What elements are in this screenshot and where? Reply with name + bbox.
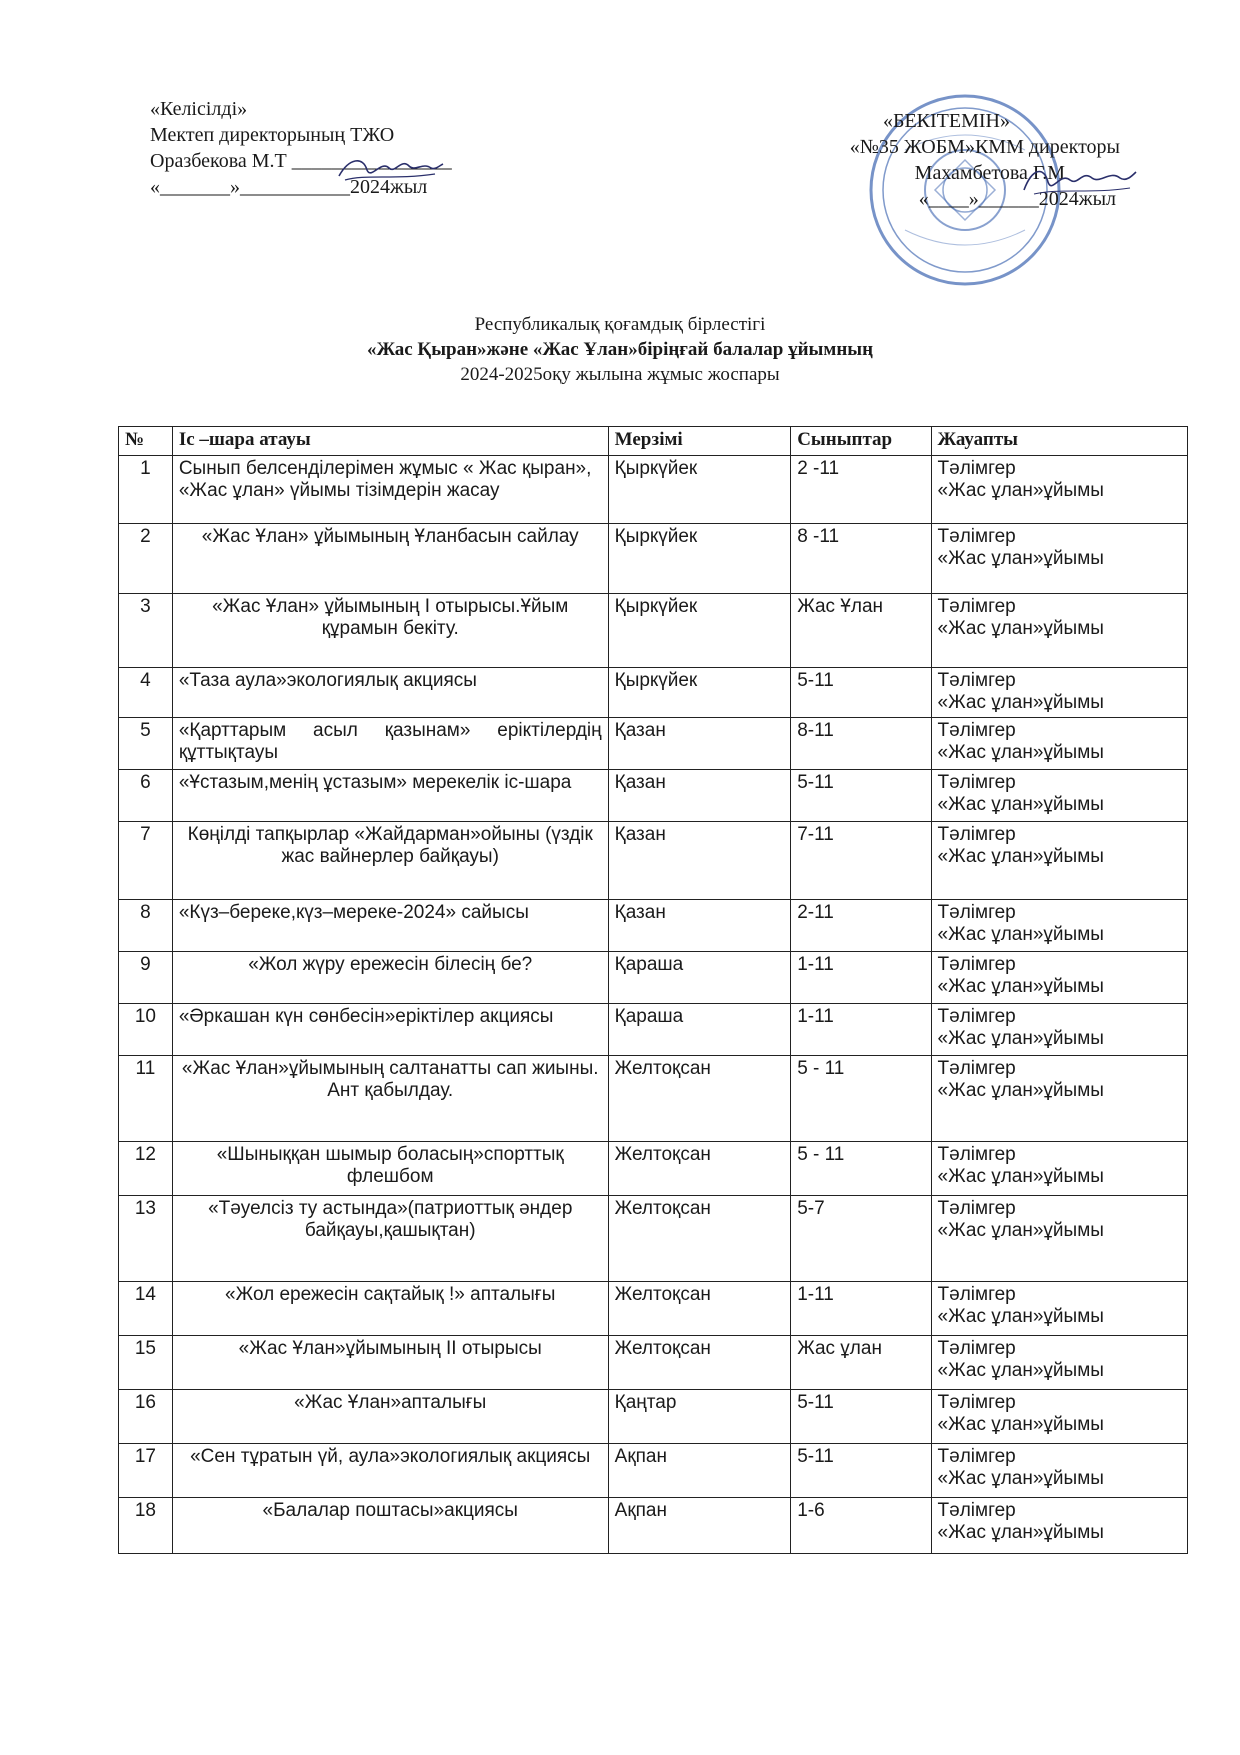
row-term: Желтоқсан — [608, 1282, 791, 1336]
row-responsible — [931, 900, 1187, 952]
table-row — [119, 770, 1188, 822]
row-responsible — [931, 1336, 1187, 1390]
row-term: Қазан — [608, 770, 791, 822]
responsible-role: Тәлімгер — [937, 954, 1016, 975]
row-classes: Жас ұлан — [791, 1336, 931, 1390]
row-event-name: «Жол жүру ережесін білесің бе? — [172, 952, 608, 1004]
responsible-role: Тәлімгер — [937, 1006, 1016, 1027]
row-term: Қазан — [608, 900, 791, 952]
row-event-name: «Ұстазым,менің ұстазым» мерекелік іс-шара — [172, 770, 608, 822]
row-event-name: «Тәуелсіз ту астында»(патриоттық әндер байқауы,қашықтан) — [172, 1196, 608, 1282]
row-event-name: «Шыныққан шымыр боласың»спорттық флешбом — [172, 1142, 608, 1196]
row-classes: 5-11 — [791, 1390, 931, 1444]
table-row — [119, 668, 1188, 718]
row-term: Қараша — [608, 952, 791, 1004]
row-term: Қазан — [608, 822, 791, 900]
row-number: 14 — [119, 1282, 173, 1336]
table-row — [119, 1196, 1188, 1282]
row-term: Желтоқсан — [608, 1196, 791, 1282]
approval-right-block — [760, 108, 1160, 212]
approval-left-position: Мектеп директорының ТЖО — [150, 124, 395, 146]
row-number: 12 — [119, 1142, 173, 1196]
row-term: Желтоқсан — [608, 1056, 791, 1142]
row-classes: 5-11 — [791, 770, 931, 822]
approval-right-date: «____»______2024жыл — [918, 188, 1116, 210]
row-term: Қыркүйек — [608, 456, 791, 524]
row-number: 2 — [119, 524, 173, 594]
row-classes: 2 -11 — [791, 456, 931, 524]
row-event-name: «Жас Ұлан»ұйымының ІІ отырысы — [172, 1336, 608, 1390]
row-classes: 1-11 — [791, 952, 931, 1004]
responsible-role: Тәлімгер — [937, 458, 1016, 479]
table-row — [119, 1056, 1188, 1142]
row-event-name: Сынып белсенділерімен жұмыс « Жас қыран», «Жас ұлан» үйымы тізімдерін жасау — [172, 456, 608, 524]
title-line-3: 2024-2025оқу жылына жұмыс жоспары — [460, 364, 780, 385]
row-term: Қыркүйек — [608, 668, 791, 718]
approval-right-org: «№35 ЖОБМ»КММ директоры — [849, 136, 1120, 158]
row-number: 10 — [119, 1004, 173, 1056]
responsible-organization: «Жас ұлан»ұйымы — [937, 618, 1104, 639]
row-classes: Жас Ұлан — [791, 594, 931, 668]
responsible-role: Тәлімгер — [937, 1500, 1016, 1521]
responsible-role: Тәлімгер — [937, 596, 1016, 617]
row-responsible — [931, 456, 1187, 524]
row-classes: 1-11 — [791, 1282, 931, 1336]
row-responsible — [931, 718, 1187, 770]
responsible-role: Тәлімгер — [937, 720, 1016, 741]
header-event-name: Іс –шара атауы — [172, 427, 608, 456]
table-row — [119, 1282, 1188, 1336]
row-responsible — [931, 822, 1187, 900]
row-term: Ақпан — [608, 1498, 791, 1554]
responsible-organization: «Жас ұлан»ұйымы — [937, 976, 1104, 997]
row-classes: 7-11 — [791, 822, 931, 900]
row-event-name: Көңілді тапқырлар «Жайдарман»ойыны (үздік жас вайнерлер байқауы) — [172, 822, 608, 900]
row-number: 6 — [119, 770, 173, 822]
row-number: 7 — [119, 822, 173, 900]
row-number: 18 — [119, 1498, 173, 1554]
table-row — [119, 900, 1188, 952]
row-responsible — [931, 1196, 1187, 1282]
responsible-organization: «Жас ұлан»ұйымы — [937, 846, 1104, 867]
table-row — [119, 524, 1188, 594]
table-row — [119, 1390, 1188, 1444]
row-classes: 5 - 11 — [791, 1056, 931, 1142]
row-classes: 8-11 — [791, 718, 931, 770]
responsible-role: Тәлімгер — [937, 1144, 1016, 1165]
responsible-organization: «Жас ұлан»ұйымы — [937, 794, 1104, 815]
responsible-organization: «Жас ұлан»ұйымы — [937, 692, 1104, 713]
table-row — [119, 1336, 1188, 1390]
responsible-organization: «Жас ұлан»ұйымы — [937, 924, 1104, 945]
row-number: 11 — [119, 1056, 173, 1142]
approval-left-date: «_______»___________2024жыл — [150, 176, 428, 198]
row-classes: 1-6 — [791, 1498, 931, 1554]
row-event-name: «Сен тұратын үй, аула»экологиялық акциясы — [172, 1444, 608, 1498]
responsible-organization: «Жас ұлан»ұйымы — [937, 1306, 1104, 1327]
responsible-organization: «Жас ұлан»ұйымы — [937, 480, 1104, 501]
table-row — [119, 1444, 1188, 1498]
row-classes: 5-11 — [791, 1444, 931, 1498]
approval-right-name: Махамбетова Г.М — [914, 162, 1065, 184]
responsible-role: Тәлімгер — [937, 1284, 1016, 1305]
row-number: 8 — [119, 900, 173, 952]
row-number: 16 — [119, 1390, 173, 1444]
row-number: 4 — [119, 668, 173, 718]
row-term: Қыркүйек — [608, 594, 791, 668]
table-header-row — [119, 427, 1188, 456]
table-row — [119, 594, 1188, 668]
row-term: Желтоқсан — [608, 1142, 791, 1196]
table-row — [119, 822, 1188, 900]
responsible-role: Тәлімгер — [937, 772, 1016, 793]
row-term: Қыркүйек — [608, 524, 791, 594]
title-line-1: Республикалық қоғамдық бірлестігі — [474, 314, 766, 335]
approval-left-block — [150, 96, 510, 200]
row-responsible — [931, 1390, 1187, 1444]
row-classes: 5-11 — [791, 668, 931, 718]
row-event-name: «Қарттарым асыл қазынам» еріктілердің құттықтауы — [172, 718, 608, 770]
responsible-role: Тәлімгер — [937, 1392, 1016, 1413]
row-responsible — [931, 952, 1187, 1004]
title-line-2: «Жас Қыран»және «Жас Ұлан»біріңғай балалар ұйымның — [366, 339, 874, 360]
table-row — [119, 1004, 1188, 1056]
row-term: Қаңтар — [608, 1390, 791, 1444]
approval-right-label: «БЕКІТЕМІН» — [882, 110, 1010, 132]
row-responsible — [931, 1056, 1187, 1142]
row-number: 15 — [119, 1336, 173, 1390]
row-responsible — [931, 770, 1187, 822]
row-number: 1 — [119, 456, 173, 524]
row-event-name: «Жас Ұлан» ұйымының Ұланбасын сайлау — [172, 524, 608, 594]
row-classes: 5-7 — [791, 1196, 931, 1282]
row-event-name: «Таза аула»экологиялық акциясы — [172, 668, 608, 718]
row-responsible — [931, 1142, 1187, 1196]
row-event-name: «Жол ережесін сақтайық !» апталығы — [172, 1282, 608, 1336]
row-number: 13 — [119, 1196, 173, 1282]
row-term: Ақпан — [608, 1444, 791, 1498]
row-number: 17 — [119, 1444, 173, 1498]
responsible-organization: «Жас ұлан»ұйымы — [937, 1522, 1104, 1543]
responsible-organization: «Жас ұлан»ұйымы — [937, 1028, 1104, 1049]
row-number: 5 — [119, 718, 173, 770]
table-row — [119, 952, 1188, 1004]
approval-left-name: Оразбекова М.Т ________________ — [150, 150, 452, 172]
responsible-organization: «Жас ұлан»ұйымы — [937, 1220, 1104, 1241]
row-responsible — [931, 1282, 1187, 1336]
responsible-organization: «Жас ұлан»ұйымы — [937, 1414, 1104, 1435]
row-responsible — [931, 668, 1187, 718]
responsible-organization: «Жас ұлан»ұйымы — [937, 742, 1104, 763]
row-event-name: «Жас Ұлан» ұйымының І отырысы.Ұйым құрамын бекіту. — [172, 594, 608, 668]
header-classes: Сыныптар — [791, 427, 931, 456]
row-classes: 5 - 11 — [791, 1142, 931, 1196]
approval-left-label: «Келісілді» — [150, 98, 248, 120]
responsible-role: Тәлімгер — [937, 1198, 1016, 1219]
row-event-name: «Күз–береке,күз–мереке-2024» сайысы — [172, 900, 608, 952]
row-responsible — [931, 594, 1187, 668]
responsible-role: Тәлімгер — [937, 1446, 1016, 1467]
row-classes: 2-11 — [791, 900, 931, 952]
row-responsible — [931, 1444, 1187, 1498]
row-event-name: «Жас Ұлан»апталығы — [172, 1390, 608, 1444]
row-event-name: «Жас Ұлан»ұйымының салтанатты сап жиыны. Ант қабылдау. — [172, 1056, 608, 1142]
document-title — [0, 312, 1240, 387]
table-row — [119, 1498, 1188, 1554]
header-number: № — [119, 427, 173, 456]
responsible-role: Тәлімгер — [937, 670, 1016, 691]
responsible-role: Тәлімгер — [937, 824, 1016, 845]
row-classes: 1-11 — [791, 1004, 931, 1056]
table-row — [119, 1142, 1188, 1196]
row-event-name: «Әркашан күн сөнбесін»еріктілер акциясы — [172, 1004, 608, 1056]
table-body — [119, 456, 1188, 1554]
row-term: Қазан — [608, 718, 791, 770]
row-term: Қараша — [608, 1004, 791, 1056]
responsible-role: Тәлімгер — [937, 902, 1016, 923]
row-classes: 8 -11 — [791, 524, 931, 594]
row-responsible — [931, 1004, 1187, 1056]
table-row — [119, 456, 1188, 524]
responsible-organization: «Жас ұлан»ұйымы — [937, 1166, 1104, 1187]
row-event-name: «Балалар поштасы»акциясы — [172, 1498, 608, 1554]
responsible-organization: «Жас ұлан»ұйымы — [937, 1360, 1104, 1381]
responsible-role: Тәлімгер — [937, 1338, 1016, 1359]
responsible-role: Тәлімгер — [937, 526, 1016, 547]
work-plan-table — [118, 426, 1188, 1554]
table-row — [119, 718, 1188, 770]
row-term: Желтоқсан — [608, 1336, 791, 1390]
row-number: 9 — [119, 952, 173, 1004]
row-responsible — [931, 1498, 1187, 1554]
responsible-role: Тәлімгер — [937, 1058, 1016, 1079]
responsible-organization: «Жас ұлан»ұйымы — [937, 548, 1104, 569]
row-responsible — [931, 524, 1187, 594]
header-term: Мерзімі — [608, 427, 791, 456]
header-responsible: Жауапты — [931, 427, 1187, 456]
responsible-organization: «Жас ұлан»ұйымы — [937, 1080, 1104, 1101]
responsible-organization: «Жас ұлан»ұйымы — [937, 1468, 1104, 1489]
row-number: 3 — [119, 594, 173, 668]
